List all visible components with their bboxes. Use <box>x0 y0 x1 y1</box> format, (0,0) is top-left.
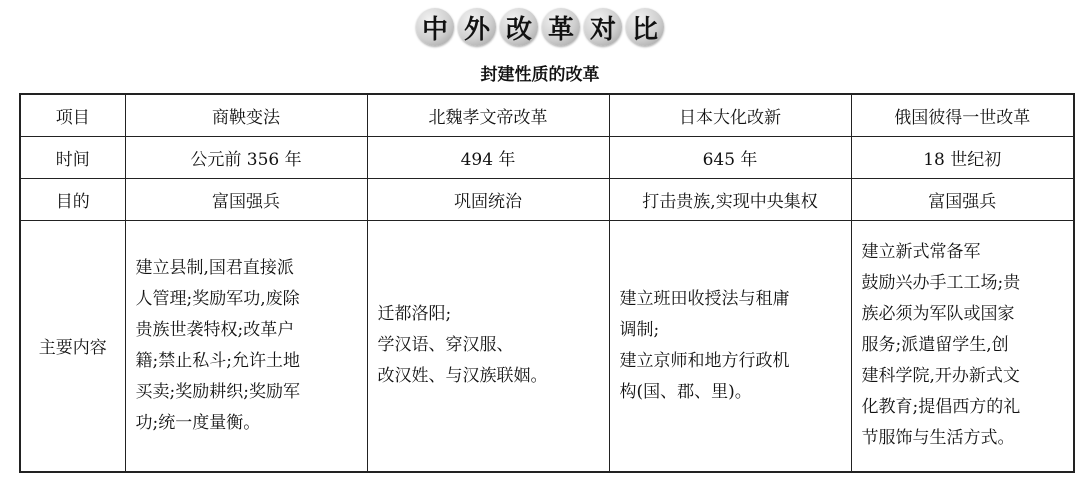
content-line: 建立县制,国君直接派 <box>135 257 294 278</box>
content-line: 构(国、郡、里)。 <box>619 381 752 402</box>
table-cell: 645 年 <box>609 136 851 178</box>
table-cell: 打击贵族,实现中央集权 <box>609 178 851 220</box>
title-char: 对 <box>584 8 622 46</box>
content-line: 调制; <box>619 319 660 340</box>
table-cell: 时间 <box>20 136 125 178</box>
content-line: 人管理;奖励军功,废除 <box>135 288 300 309</box>
table-row-goal <box>20 178 1074 220</box>
header-cell: 日本大化改新 <box>609 94 851 136</box>
header-cell: 商鞅变法 <box>125 94 367 136</box>
content-line: 贵族世袭特权;改革户 <box>135 319 295 340</box>
content-line: 节服饰与生活方式。 <box>861 428 1015 449</box>
content-line: 鼓励兴办手工工场;贵 <box>861 273 1021 294</box>
content-line: 迁都洛阳; <box>377 304 452 325</box>
header-cell: 北魏孝文帝改革 <box>367 94 609 136</box>
content-line: 功;统一度量衡。 <box>135 412 261 433</box>
table-header-row <box>20 94 1074 136</box>
content-line: 改汉姓、与汉族联姻。 <box>377 366 548 387</box>
title-chars <box>416 8 664 46</box>
content-line: 学汉语、穿汉服、 <box>377 335 514 356</box>
content-label-cell: 主要内容 <box>20 220 125 472</box>
title-banner <box>0 4 1080 50</box>
table-cell: 目的 <box>20 178 125 220</box>
table-cell: 巩固统治 <box>367 178 609 220</box>
comparison-table <box>19 93 1075 473</box>
table-cell: 富国强兵 <box>125 178 367 220</box>
content-line: 建立新式常备军 <box>861 242 981 263</box>
content-line: 建科学院,开办新式文 <box>861 366 1020 387</box>
table-cell: 494 年 <box>367 136 609 178</box>
title-char: 改 <box>500 8 538 46</box>
table-row-time <box>20 136 1074 178</box>
title-char: 外 <box>458 8 496 46</box>
content-cell-shang-yang <box>125 220 367 472</box>
content-line: 买卖;奖励耕织;奖励军 <box>135 381 300 402</box>
title-char: 比 <box>626 8 664 46</box>
content-line: 族必须为军队或国家 <box>861 304 1015 325</box>
content-line: 建立班田收授法与租庸 <box>619 288 790 309</box>
table-cell: 富国强兵 <box>851 178 1074 220</box>
subtitle: 封建性质的改革 <box>480 65 600 85</box>
title-char: 中 <box>416 8 454 46</box>
title-char: 革 <box>542 8 580 46</box>
header-cell: 项目 <box>20 94 125 136</box>
table-cell: 18 世纪初 <box>851 136 1074 178</box>
table-row-content <box>20 220 1074 472</box>
table-cell: 公元前 356 年 <box>125 136 367 178</box>
content-line: 建立京师和地方行政机 <box>619 350 790 371</box>
header-cell: 俄国彼得一世改革 <box>851 94 1074 136</box>
content-cell-xiaowen <box>367 220 609 472</box>
content-cell-taika <box>609 220 851 472</box>
content-line: 化教育;提倡西方的礼 <box>861 397 1021 418</box>
content-line: 服务;派遣留学生,创 <box>861 335 1009 356</box>
content-cell-peter <box>851 220 1074 472</box>
content-line: 籍;禁止私斗;允许土地 <box>135 350 300 371</box>
